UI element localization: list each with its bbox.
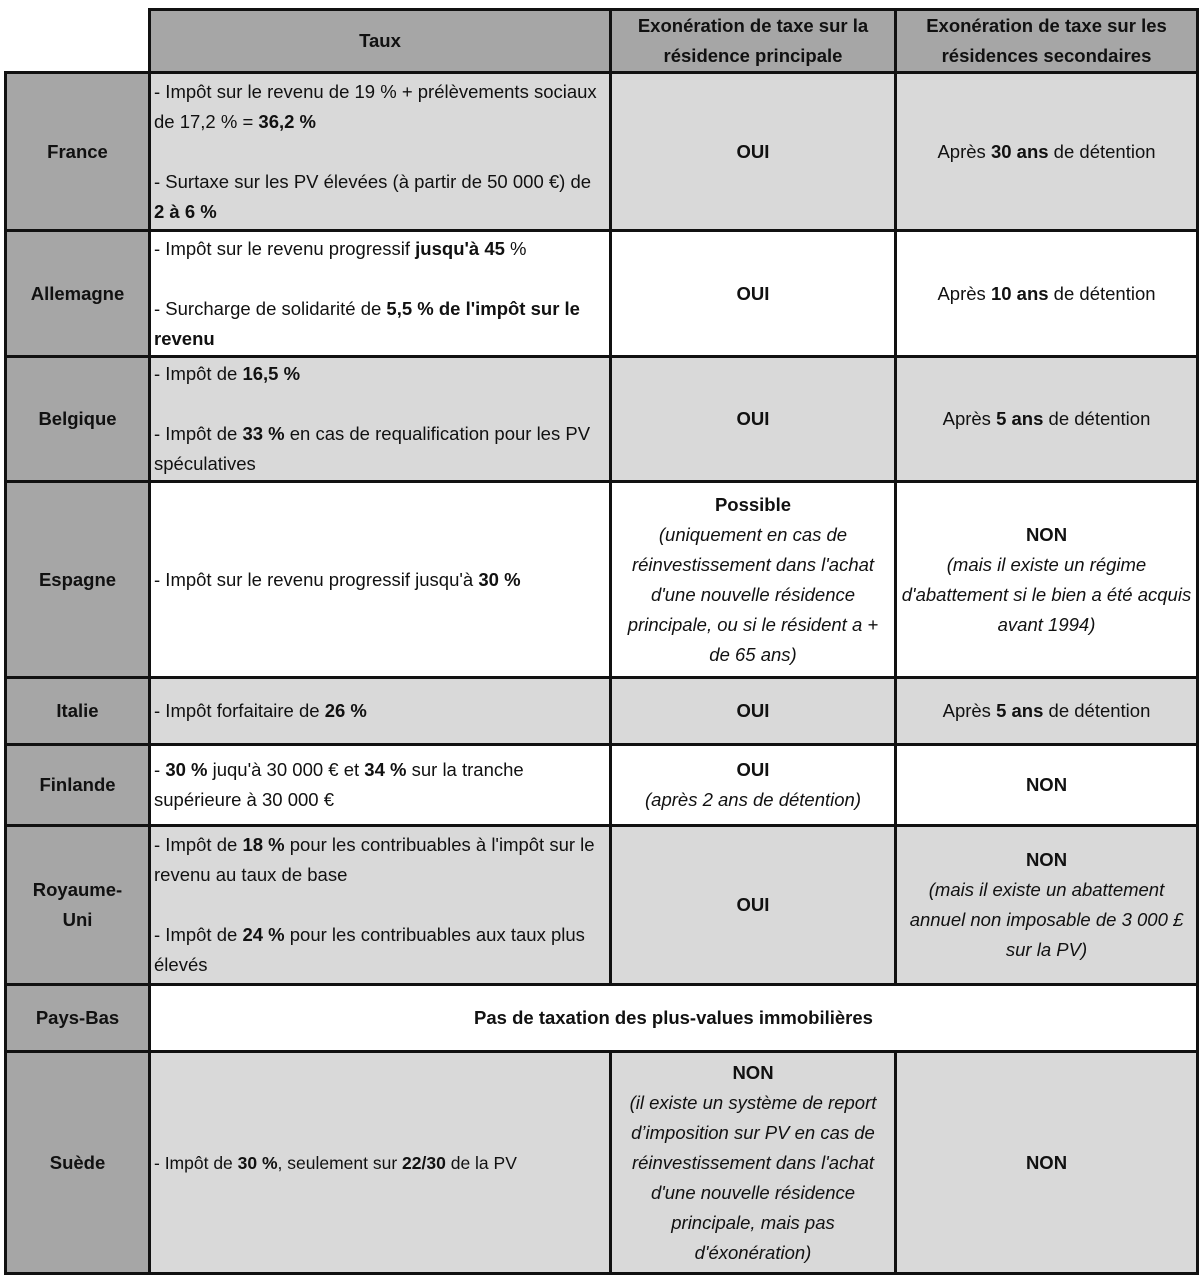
principale-note: (après 2 ans de détention): [645, 789, 861, 810]
secondaires-cell: Après 30 ans de détention: [896, 73, 1198, 231]
taux-line: - Impôt de 16,5 %: [154, 363, 301, 384]
taux-cell: - Impôt de 30 %, seulement sur 22/30 de la PV: [150, 1052, 611, 1274]
taux-cell: - Impôt sur le revenu progressif jusqu'à 30 %: [150, 482, 611, 678]
header-principale: Exonération de taxe sur la résidence principale: [611, 10, 896, 73]
principale-note: (il existe un système de report d’imposition sur PV en cas de réinvestissement dans l'achat d'une nouvelle résidence principale, mais pas d'éxonération): [629, 1091, 877, 1263]
table-row-royaume-uni: [6, 826, 1198, 985]
table-row-allemagne: [6, 231, 1198, 357]
taux-cell: - 30 % juqu'à 30 000 € et 34 % sur la tranche supérieure à 30 000 €: [150, 745, 611, 826]
principale-cell: OUI: [611, 678, 896, 745]
secondaires-cell: NON (mais il existe un régime d'abattement si le bien a été acquis avant 1994): [896, 482, 1198, 678]
country-cell: Finlande: [6, 745, 150, 826]
taux-line: - Impôt de 24 % pour les contribuables aux taux plus élevés: [154, 924, 585, 975]
secondaires-note: (mais il existe un abattement annuel non imposable de 3 000 £ sur la PV): [909, 879, 1184, 960]
taux-line: - Impôt de 33 % en cas de requalification pour les PV spéculatives: [154, 423, 591, 474]
taux-line: - Impôt sur le revenu progressif jusqu'à 45 %: [154, 237, 527, 259]
country-cell: Pays-Bas: [6, 985, 150, 1052]
country-cell: Allemagne: [6, 231, 150, 357]
table-row-pays-bas: [6, 985, 1198, 1052]
header-corner: [6, 10, 150, 73]
principale-cell: NON (il existe un système de report d’imposition sur PV en cas de réinvestissement dans l'achat d'une nouvelle résidence principale, mais pas d'éxonération): [611, 1052, 896, 1274]
country-cell: Suède: [6, 1052, 150, 1274]
taux-line: - Surcharge de solidarité de 5,5 % de l'impôt sur le revenu: [154, 297, 580, 349]
taux-line: - Impôt sur le revenu de 19 % + prélèvements sociaux de 17,2 % = 36,2 %: [154, 80, 597, 132]
secondaires-cell: Après 5 ans de détention: [896, 678, 1198, 745]
secondaires-cell: NON: [896, 1052, 1198, 1274]
taux-cell: [150, 73, 611, 231]
secondaires-cell: Après 10 ans de détention: [896, 231, 1198, 357]
country-cell: Espagne: [6, 482, 150, 678]
secondaires-cell: NON (mais il existe un abattement annuel non imposable de 3 000 £ sur la PV): [896, 826, 1198, 985]
header-taux: Taux: [150, 10, 611, 73]
country-cell: Italie: [6, 678, 150, 745]
principale-cell: OUI: [611, 826, 896, 985]
principale-cell: OUI (après 2 ans de détention): [611, 745, 896, 826]
table-row-finlande: [6, 745, 1198, 826]
secondaires-cell: NON: [896, 745, 1198, 826]
taux-line: - Surtaxe sur les PV élevées (à partir de 50 000 €) de 2 à 6 %: [154, 170, 592, 222]
table-row-belgique: [6, 357, 1198, 482]
table-row-espagne: [6, 482, 1198, 678]
taux-cell: - Impôt forfaitaire de 26 %: [150, 678, 611, 745]
table-row-italie: [6, 678, 1198, 745]
principale-cell: OUI: [611, 231, 896, 357]
taux-cell: [150, 357, 611, 482]
country-cell: Royaume-Uni: [6, 826, 150, 985]
country-cell: France: [6, 73, 150, 231]
table-row-suede: [6, 1052, 1198, 1274]
principale-note: (uniquement en cas de réinvestissement dans l'achat d'une nouvelle résidence principale, ou si le résident a + de 65 ans): [627, 523, 879, 665]
taux-cell: [150, 826, 611, 985]
country-cell: Belgique: [6, 357, 150, 482]
principale-cell: Possible (uniquement en cas de réinvestissement dans l'achat d'une nouvelle résidence principale, ou si le résident a + de 65 ans): [611, 482, 896, 678]
header-row: [6, 10, 1198, 73]
principale-cell: OUI: [611, 357, 896, 482]
principale-cell: OUI: [611, 73, 896, 231]
merged-cell: Pas de taxation des plus-values immobilières: [150, 985, 1198, 1052]
taux-cell: [150, 231, 611, 357]
header-secondaires: Exonération de taxe sur les résidences secondaires: [896, 10, 1198, 73]
table-row-france: [6, 73, 1198, 231]
secondaires-cell: Après 5 ans de détention: [896, 357, 1198, 482]
taux-line: - Impôt de 18 % pour les contribuables à l'impôt sur le revenu au taux de base: [154, 834, 595, 885]
tax-comparison-table: [4, 8, 1199, 1275]
secondaires-note: (mais il existe un régime d'abattement si le bien a été acquis avant 1994): [901, 553, 1192, 635]
